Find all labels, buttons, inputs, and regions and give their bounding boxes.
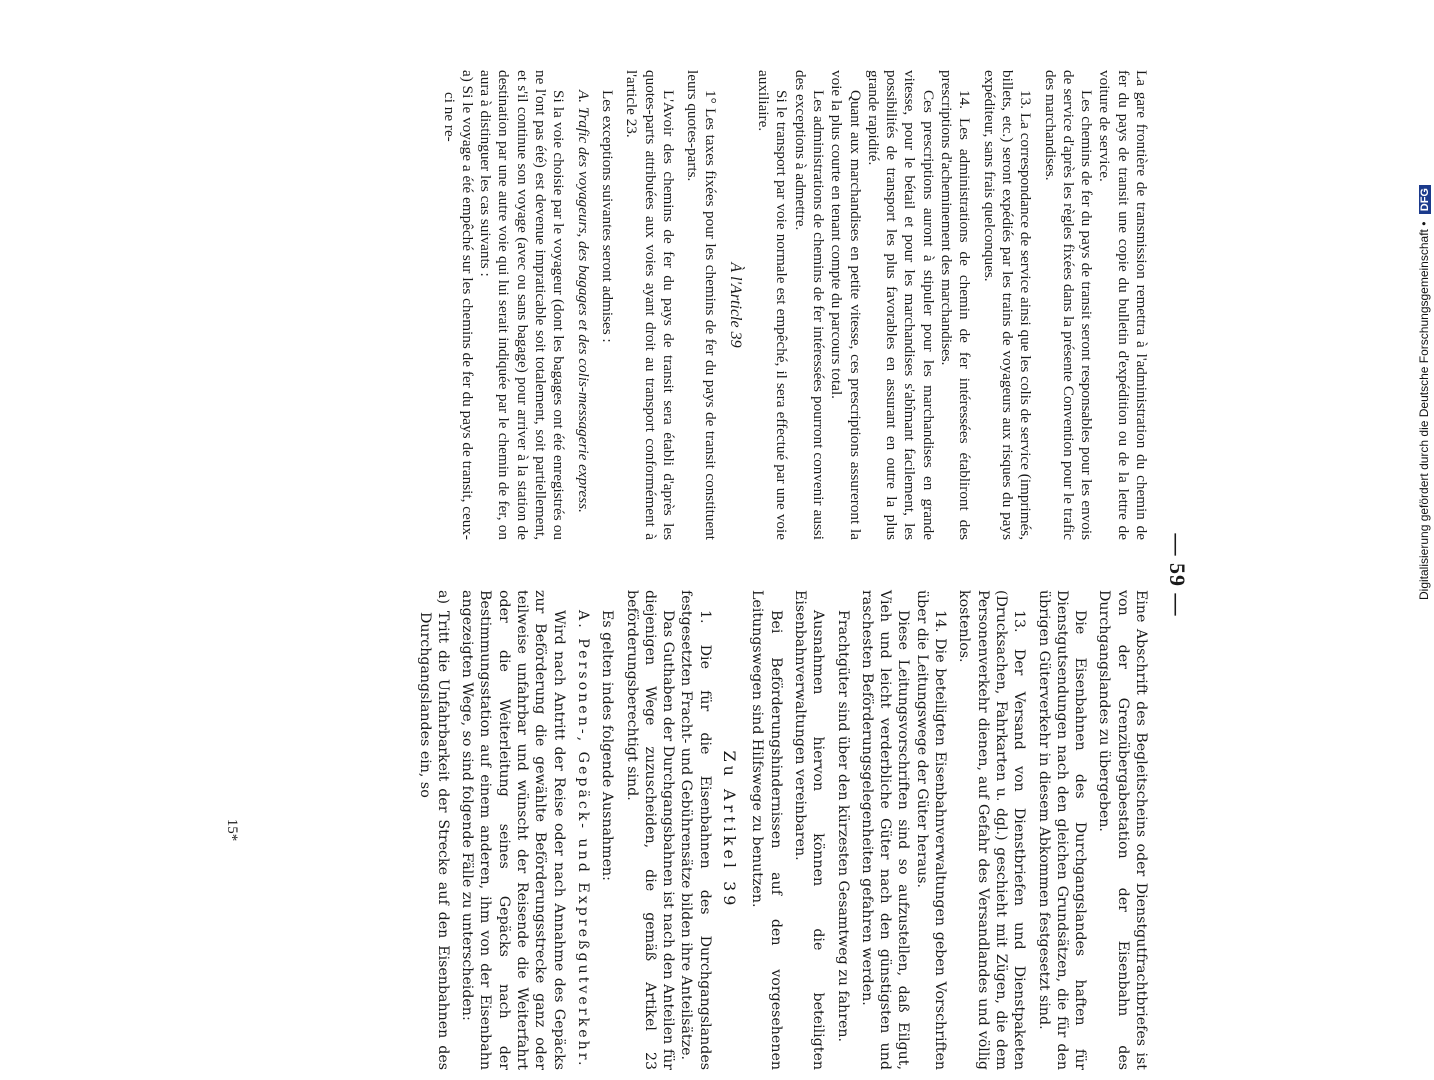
paragraph: 13. La correspondance de service ainsi que les colis de service (imprimés, billets, etc.) seront expédiés par les trains de voyageurs aux risques du pays expéditeur, sans frais quelconques. — [980, 70, 1035, 540]
paragraph: Les chemins de fer du pays de transit seront responsables pour les envois de service d'après les règles fixées dans la présente Convention pour le trafic des marchandises. — [1041, 70, 1096, 540]
paragraph: Diese Leitungsvorschriften sind so aufzustellen, daß Eilgut, Vieh und leicht verderbliche Güter nach den günstigsten und raschesten Beförderungsgelegenheiten gefahren werden. — [858, 590, 912, 1070]
paragraph: Ces prescriptions auront à stipuler pour les marchandises en grande vitesse, pour le bétail et pour les marchandises s'abîmant facilement, les possibilités de transport les plus favorables en assurant en outre la plus grande rapidité. — [864, 70, 937, 540]
list-item: a) Si le voyage a été empêché sur les chemins de fer du pays de transit, ceux-ci ne re- — [440, 70, 476, 540]
section-heading: A. Trafic des voyageurs, des bagages et des colis-messagerie express. — [574, 90, 592, 513]
signature-mark: 15* — [224, 818, 240, 842]
margin-note-text: Digitalisierung gefördert durch die Deutsche Forschungsgemeinschaft • — [1417, 221, 1431, 600]
german-column — [220, 590, 1150, 1070]
article-heading: Zu Artikel 39 — [720, 750, 740, 910]
document-page — [190, 70, 1190, 1080]
paragraph: Ausnahmen hiervon können die beteiligten Eisenbahnverwaltungen vereinbaren. — [791, 590, 827, 1070]
paragraph: 1° Les taxes fixées pour les chemins de fer du pays de transit constituent leurs quotes-parts. — [684, 70, 720, 540]
paragraph: Si le transport par voie normale est empêché, il sera effectué par une voie auxiliaire. — [755, 70, 791, 540]
paragraph: Si la voie choisie par le voyageur (dont les bagages ont été enregistrés ou ne l'ont pas été) est devenue impraticable soit totalement, soit partiellement, et s'il continue son voyage (avec ou sans bagage) pour arriver à la station de destination par une autre voie qui lui serait indiquée par le chemin de fer, on aura à distinguer les cas suivants : — [477, 70, 568, 540]
paragraph: Wird nach Antritt der Reise oder nach Annahme des Gepäcks zur Beförderung die gewählte Beförderungsstrecke ganz oder teilweise unfahrbar und wünscht der Reisende die Weiterfahrt oder die Weiterleitung seines Gepäcks nach der Bestimmungsstation auf einem anderen, ihm von der Eisenbahn angezeigten Wege, so sind folgende Fälle zu unterscheiden: — [459, 590, 567, 1070]
paragraph: 13. Der Versand von Dienstbriefen und Dienstpaketen (Drucksachen, Fahrkarten u. dgl.) geschieht mit Zügen, die dem Personenverkehr dienen, auf Gefahr des Versandlandes und völlig kostenlos. — [956, 590, 1028, 1070]
paragraph: La gare frontière de transmission remettra à l'administration du chemin de fer du pays de transit une copie du bulletin d'expédition ou de la lettre de voiture de service. — [1096, 70, 1150, 540]
dfg-logo-icon: DFG — [1419, 185, 1431, 214]
paragraph: Eine Abschrift des Begleitscheins oder Dienstgutfrachtbriefes ist von der Grenzübergabestation der Eisenbahn des Durchgangslandes zu übergeben. — [1096, 590, 1149, 1070]
paragraph: Quant aux marchandises en petite vitesse, ces prescriptions assureront la voie la plus courte en tenant compte du parcours total. — [828, 70, 864, 540]
margin-note — [1417, 188, 1433, 600]
list-item: a) Tritt die Unfahrbarkeit der Strecke auf den Eisenbahnen des Durchgangslandes ein, so — [416, 590, 451, 1070]
paragraph: Les administrations de chemins de fer intéressées pourront convenir aussi des exceptions à admettre. — [791, 70, 827, 540]
page-number: — 59 — — [1165, 533, 1190, 617]
paragraph: Bei Beförderungshindernissen auf den vorgesehenen Leitungswegen sind Hilfswege zu benutzen. — [749, 590, 784, 1070]
paragraph: 14. Die beteiligten Eisenbahnverwaltungen geben Vorschriften über die Leitungswege der Güter heraus. — [913, 590, 949, 1070]
paragraph: Frachtgüter sind über den kürzesten Gesamtweg zu fahren. — [834, 610, 851, 1043]
paragraph: Die Eisenbahnen des Durchgangslandes haften für Dienstgutsendungen nach den gleichen Grundsätzen, die für den übrigen Güterverkehr in diesem Abkommen festgesetzt sind. — [1035, 590, 1089, 1070]
paragraph: Les exceptions suivantes seront admises : — [598, 90, 616, 343]
section-heading: A. Personen-, Gepäck- und Expreßgutverkehr. — [574, 610, 591, 1069]
french-column — [220, 70, 1150, 540]
paragraph: Das Guthaben der Durchgangsbahnen ist nach den Anteilen für diejenigen Wege zuzuscheiden, die gemäß Artikel 23 beförderungsberechtigt sind. — [623, 590, 677, 1070]
paragraph: Es gelten indes folgende Ausnahmen: — [599, 610, 616, 881]
article-heading: À l'Article 39 — [726, 262, 744, 348]
paragraph: L'Avoir des chemins de fer du pays de transit sera établi d'après les quotes-parts attribuées aux voies ayant droit au transport conformément à l'article 23. — [623, 70, 677, 540]
paragraph: 1. Die für die Eisenbahnen des Durchgangslandes festgesetzten Fracht- und Gebührensätze bilden ihre Anteilsätze. — [678, 590, 713, 1070]
paragraph: 14. Les administrations de chemin de fer intéressées établiront des prescriptions d'acheminement des marchandises. — [938, 70, 974, 540]
